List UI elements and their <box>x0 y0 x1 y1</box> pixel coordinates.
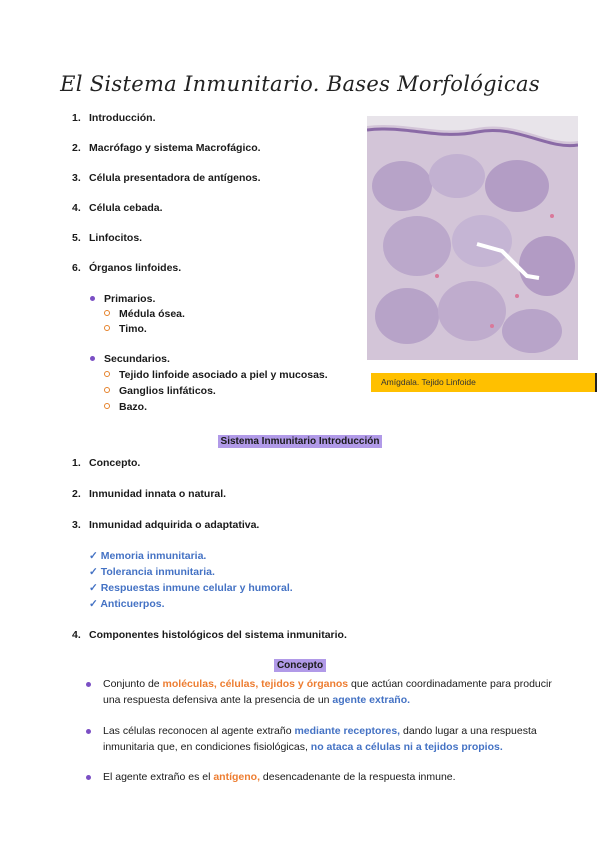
checkmark-icon: ✓ <box>89 582 101 594</box>
list-item: 5. Linfocitos. <box>72 232 143 244</box>
paragraph: Las células reconocen al agente extraño mediante receptores, dando lugar a una respuesta inmunitaria que, en condiciones fisiológicas, no ataca a células ni a tejidos propios. <box>86 723 566 755</box>
list-item: 6. Órganos linfoides. <box>72 262 182 274</box>
bullet-icon <box>86 729 91 734</box>
circle-bullet-icon <box>104 403 110 409</box>
circle-bullet-icon <box>104 371 110 377</box>
section-heading: Sistema Inmunitario Introducción <box>0 431 600 449</box>
bullet-icon <box>90 296 95 301</box>
list-item: Bazo. <box>104 401 147 413</box>
bullet-icon <box>86 775 91 780</box>
section-heading: Concepto <box>0 655 600 673</box>
circle-bullet-icon <box>104 325 110 331</box>
list-item: 3. Inmunidad adquirida o adaptativa. <box>72 519 260 531</box>
list-item: Secundarios. <box>90 353 170 365</box>
list-item: Ganglios linfáticos. <box>104 385 216 397</box>
image-caption: Amígdala. Tejido Linfoide <box>371 373 597 392</box>
list-item: 4. Célula cebada. <box>72 202 163 214</box>
bullet-icon <box>90 356 95 361</box>
checkmark-icon: ✓ <box>89 598 101 610</box>
paragraph: Conjunto de moléculas, células, tejidos y órganos que actúan coordinadamente para producir una respuesta defensiva ante la presencia de un agente extraño. <box>86 676 566 708</box>
list-item: 4. Componentes histológicos del sistema inmunitario. <box>72 629 347 641</box>
list-item: Primarios. <box>90 293 155 305</box>
list-item: 2. Macrófago y sistema Macrofágico. <box>72 142 261 154</box>
list-item: Médula ósea. <box>104 308 185 320</box>
histology-image <box>367 116 578 360</box>
checkmark-icon: ✓ <box>89 566 101 578</box>
list-item: 3. Célula presentadora de antígenos. <box>72 172 261 184</box>
circle-bullet-icon <box>104 310 110 316</box>
list-item: 2. Inmunidad innata o natural. <box>72 488 227 500</box>
list-item: ✓ Respuestas inmune celular y humoral. <box>89 582 293 594</box>
list-item: ✓ Tolerancia inmunitaria. <box>89 566 215 578</box>
list-item: 1. Introducción. <box>72 112 156 124</box>
list-item: 1. Concepto. <box>72 457 141 469</box>
list-item: ✓ Memoria inmunitaria. <box>89 550 207 562</box>
bullet-icon <box>86 682 91 687</box>
list-item: Tejido linfoide asociado a piel y mucosas. <box>104 369 328 381</box>
circle-bullet-icon <box>104 387 110 393</box>
checkmark-icon: ✓ <box>89 550 101 562</box>
page-title: El Sistema Inmunitario. Bases Morfológicas <box>60 72 540 96</box>
list-item: Timo. <box>104 323 147 335</box>
list-item: ✓ Anticuerpos. <box>89 598 165 610</box>
paragraph: El agente extraño es el antígeno, desencadenante de la respuesta inmune. <box>86 769 566 785</box>
